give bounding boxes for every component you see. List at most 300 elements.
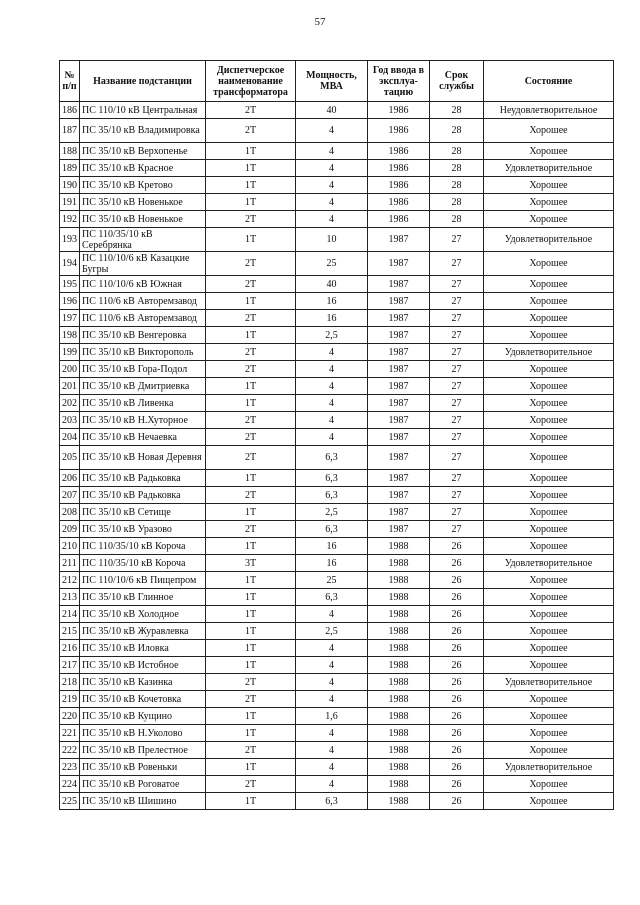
cell-dispatch-name: 1Т: [206, 470, 296, 487]
cell-dispatch-name: 2Т: [206, 742, 296, 759]
cell-dispatch-name: 2Т: [206, 102, 296, 119]
table-row: [60, 589, 614, 606]
cell-state: Хорошее: [484, 487, 614, 504]
cell-name: ПС 35/10 кВ Уразово: [80, 521, 206, 538]
cell-state: Хорошее: [484, 708, 614, 725]
cell-num: 223: [60, 759, 80, 776]
table-row: [60, 211, 614, 228]
table-row: [60, 252, 614, 276]
cell-year: 1988: [368, 657, 430, 674]
cell-name: ПС 110/35/10 кВ Серебрянка: [80, 228, 206, 252]
cell-power: 4: [296, 606, 368, 623]
cell-term: 27: [430, 521, 484, 538]
cell-year: 1986: [368, 177, 430, 194]
cell-state: Хорошее: [484, 276, 614, 293]
cell-num: 197: [60, 310, 80, 327]
cell-name: ПС 110/10 кВ Центральная: [80, 102, 206, 119]
cell-name: ПС 35/10 кВ Казинка: [80, 674, 206, 691]
cell-num: 222: [60, 742, 80, 759]
cell-state: Хорошее: [484, 252, 614, 276]
cell-term: 27: [430, 276, 484, 293]
cell-year: 1988: [368, 691, 430, 708]
cell-power: 6,3: [296, 793, 368, 810]
cell-dispatch-name: 1Т: [206, 194, 296, 211]
cell-name: ПС 35/10 кВ Истобное: [80, 657, 206, 674]
cell-state: Хорошее: [484, 538, 614, 555]
cell-state: Хорошее: [484, 521, 614, 538]
table-row: [60, 276, 614, 293]
cell-power: 6,3: [296, 521, 368, 538]
cell-term: 27: [430, 310, 484, 327]
cell-year: 1987: [368, 521, 430, 538]
cell-dispatch-name: 3Т: [206, 555, 296, 572]
cell-name: ПС 35/10 кВ Новенькое: [80, 211, 206, 228]
cell-state: Хорошее: [484, 177, 614, 194]
cell-term: 27: [430, 252, 484, 276]
cell-year: 1988: [368, 725, 430, 742]
cell-year: 1987: [368, 395, 430, 412]
page-number: 57: [314, 16, 326, 28]
table-row: [60, 742, 614, 759]
cell-term: 28: [430, 177, 484, 194]
cell-state: Хорошее: [484, 623, 614, 640]
cell-year: 1987: [368, 344, 430, 361]
cell-power: 6,3: [296, 446, 368, 470]
cell-state: Удовлетворительное: [484, 160, 614, 177]
cell-num: 216: [60, 640, 80, 657]
cell-year: 1988: [368, 708, 430, 725]
table-row: [60, 793, 614, 810]
cell-num: 202: [60, 395, 80, 412]
table-row: [60, 504, 614, 521]
table-row: [60, 759, 614, 776]
table-row: [60, 177, 614, 194]
cell-term: 26: [430, 623, 484, 640]
header-state: Состояние: [484, 61, 614, 102]
cell-term: 28: [430, 211, 484, 228]
cell-name: ПС 35/10 кВ Ливенка: [80, 395, 206, 412]
cell-power: 2,5: [296, 623, 368, 640]
cell-term: 27: [430, 504, 484, 521]
cell-num: 199: [60, 344, 80, 361]
cell-term: 28: [430, 119, 484, 143]
cell-dispatch-name: 1Т: [206, 327, 296, 344]
cell-num: 186: [60, 102, 80, 119]
table-row: [60, 446, 614, 470]
cell-term: 26: [430, 640, 484, 657]
table-row: [60, 228, 614, 252]
cell-year: 1987: [368, 504, 430, 521]
cell-name: ПС 35/10 кВ Радьковка: [80, 470, 206, 487]
cell-name: ПС 110/10/6 кВ Пищепром: [80, 572, 206, 589]
cell-name: ПС 110/10/6 кВ Южная: [80, 276, 206, 293]
cell-power: 4: [296, 378, 368, 395]
cell-state: Хорошее: [484, 211, 614, 228]
cell-year: 1987: [368, 293, 430, 310]
cell-num: 191: [60, 194, 80, 211]
cell-power: 4: [296, 361, 368, 378]
cell-dispatch-name: 2Т: [206, 674, 296, 691]
cell-num: 209: [60, 521, 80, 538]
cell-term: 27: [430, 327, 484, 344]
cell-year: 1988: [368, 606, 430, 623]
cell-num: 220: [60, 708, 80, 725]
cell-dispatch-name: 2Т: [206, 119, 296, 143]
cell-year: 1988: [368, 674, 430, 691]
table-row: [60, 708, 614, 725]
cell-year: 1987: [368, 487, 430, 504]
cell-dispatch-name: 1Т: [206, 708, 296, 725]
cell-term: 27: [430, 361, 484, 378]
cell-power: 4: [296, 429, 368, 446]
cell-power: 6,3: [296, 589, 368, 606]
cell-power: 16: [296, 555, 368, 572]
cell-dispatch-name: 2Т: [206, 310, 296, 327]
cell-name: ПС 35/10 кВ Радьковка: [80, 487, 206, 504]
cell-term: 28: [430, 143, 484, 160]
cell-power: 4: [296, 160, 368, 177]
cell-term: 27: [430, 429, 484, 446]
cell-dispatch-name: 1Т: [206, 657, 296, 674]
header-dispatch-name: Диспетчерское наименование трансформатора: [206, 61, 296, 102]
table-row: [60, 310, 614, 327]
table-row: [60, 160, 614, 177]
cell-state: Удовлетворительное: [484, 555, 614, 572]
cell-power: 16: [296, 293, 368, 310]
cell-term: 26: [430, 589, 484, 606]
cell-year: 1988: [368, 555, 430, 572]
cell-state: Хорошее: [484, 143, 614, 160]
cell-dispatch-name: 1Т: [206, 143, 296, 160]
table-row: [60, 674, 614, 691]
cell-state: Хорошее: [484, 776, 614, 793]
cell-name: ПС 35/10 кВ Викторополь: [80, 344, 206, 361]
cell-year: 1987: [368, 228, 430, 252]
cell-num: 189: [60, 160, 80, 177]
cell-power: 4: [296, 742, 368, 759]
cell-name: ПС 35/10 кВ Иловка: [80, 640, 206, 657]
cell-power: 4: [296, 657, 368, 674]
header-year: Год ввода в эксплуа-тацию: [368, 61, 430, 102]
header-num: № п/п: [60, 61, 80, 102]
cell-power: 4: [296, 177, 368, 194]
cell-year: 1987: [368, 252, 430, 276]
cell-num: 221: [60, 725, 80, 742]
cell-dispatch-name: 2Т: [206, 429, 296, 446]
cell-term: 28: [430, 194, 484, 211]
cell-num: 188: [60, 143, 80, 160]
cell-num: 193: [60, 228, 80, 252]
cell-num: 203: [60, 412, 80, 429]
cell-term: 26: [430, 708, 484, 725]
cell-num: 201: [60, 378, 80, 395]
cell-name: ПС 35/10 кВ Прелестное: [80, 742, 206, 759]
cell-name: ПС 35/10 кВ Журавлевка: [80, 623, 206, 640]
cell-state: Хорошее: [484, 725, 614, 742]
table-row: [60, 623, 614, 640]
cell-dispatch-name: 1Т: [206, 640, 296, 657]
cell-num: 215: [60, 623, 80, 640]
cell-name: ПС 110/6 кВ Авторемзавод: [80, 310, 206, 327]
table-row: [60, 640, 614, 657]
cell-dispatch-name: 1Т: [206, 228, 296, 252]
cell-name: ПС 35/10 кВ Верхопенье: [80, 143, 206, 160]
cell-dispatch-name: 1Т: [206, 793, 296, 810]
table-row: [60, 344, 614, 361]
cell-term: 26: [430, 759, 484, 776]
cell-state: Удовлетворительное: [484, 759, 614, 776]
table-row: [60, 725, 614, 742]
cell-term: 27: [430, 470, 484, 487]
substations-table: [59, 60, 614, 810]
cell-power: 4: [296, 725, 368, 742]
cell-term: 27: [430, 378, 484, 395]
cell-dispatch-name: 2Т: [206, 211, 296, 228]
cell-year: 1987: [368, 470, 430, 487]
cell-num: 200: [60, 361, 80, 378]
cell-name: ПС 35/10 кВ Нечаевка: [80, 429, 206, 446]
cell-year: 1987: [368, 327, 430, 344]
cell-power: 4: [296, 211, 368, 228]
cell-power: 1,6: [296, 708, 368, 725]
cell-term: 26: [430, 538, 484, 555]
cell-num: 218: [60, 674, 80, 691]
cell-year: 1987: [368, 412, 430, 429]
table-row: [60, 378, 614, 395]
table-row: [60, 327, 614, 344]
cell-year: 1987: [368, 378, 430, 395]
table-header-row: [60, 61, 614, 102]
cell-state: Хорошее: [484, 446, 614, 470]
cell-year: 1988: [368, 589, 430, 606]
cell-year: 1986: [368, 160, 430, 177]
cell-power: 4: [296, 776, 368, 793]
cell-name: ПС 35/10 кВ Гора-Подол: [80, 361, 206, 378]
cell-year: 1987: [368, 361, 430, 378]
table-row: [60, 555, 614, 572]
cell-power: 4: [296, 143, 368, 160]
cell-power: 4: [296, 395, 368, 412]
cell-year: 1987: [368, 276, 430, 293]
cell-num: 198: [60, 327, 80, 344]
cell-year: 1986: [368, 143, 430, 160]
cell-num: 219: [60, 691, 80, 708]
cell-name: ПС 35/10 кВ Дмитриевка: [80, 378, 206, 395]
cell-power: 4: [296, 119, 368, 143]
cell-term: 26: [430, 674, 484, 691]
cell-num: 190: [60, 177, 80, 194]
cell-power: 4: [296, 640, 368, 657]
cell-dispatch-name: 1Т: [206, 538, 296, 555]
table-row: [60, 691, 614, 708]
cell-dispatch-name: 1Т: [206, 293, 296, 310]
table-row: [60, 412, 614, 429]
cell-num: 211: [60, 555, 80, 572]
cell-state: Хорошее: [484, 119, 614, 143]
cell-name: ПС 110/35/10 кВ Короча: [80, 555, 206, 572]
table-row: [60, 395, 614, 412]
cell-term: 26: [430, 657, 484, 674]
table-row: [60, 194, 614, 211]
cell-dispatch-name: 2Т: [206, 361, 296, 378]
cell-year: 1986: [368, 102, 430, 119]
cell-term: 26: [430, 572, 484, 589]
cell-num: 225: [60, 793, 80, 810]
cell-num: 214: [60, 606, 80, 623]
table-row: [60, 470, 614, 487]
cell-year: 1988: [368, 538, 430, 555]
cell-state: Хорошее: [484, 589, 614, 606]
cell-power: 40: [296, 102, 368, 119]
cell-dispatch-name: 2Т: [206, 276, 296, 293]
table-row: [60, 361, 614, 378]
table-row: [60, 572, 614, 589]
cell-dispatch-name: 2Т: [206, 691, 296, 708]
cell-name: ПС 35/10 кВ Кущино: [80, 708, 206, 725]
cell-power: 4: [296, 759, 368, 776]
table-row: [60, 776, 614, 793]
cell-year: 1987: [368, 446, 430, 470]
cell-dispatch-name: 1Т: [206, 589, 296, 606]
table-row: [60, 538, 614, 555]
cell-dispatch-name: 2Т: [206, 344, 296, 361]
cell-state: Хорошее: [484, 395, 614, 412]
cell-state: Хорошее: [484, 504, 614, 521]
cell-dispatch-name: 2Т: [206, 487, 296, 504]
cell-power: 25: [296, 572, 368, 589]
cell-num: 210: [60, 538, 80, 555]
cell-term: 27: [430, 228, 484, 252]
cell-year: 1988: [368, 742, 430, 759]
cell-num: 204: [60, 429, 80, 446]
cell-name: ПС 35/10 кВ Н.Уколово: [80, 725, 206, 742]
cell-term: 26: [430, 606, 484, 623]
cell-state: Хорошее: [484, 657, 614, 674]
cell-dispatch-name: 1Т: [206, 725, 296, 742]
cell-power: 2,5: [296, 504, 368, 521]
cell-name: ПС 110/10/6 кВ Казацкие Бугры: [80, 252, 206, 276]
cell-dispatch-name: 1Т: [206, 504, 296, 521]
cell-state: Хорошее: [484, 429, 614, 446]
cell-state: Неудовлетворительное: [484, 102, 614, 119]
cell-term: 26: [430, 691, 484, 708]
cell-power: 16: [296, 310, 368, 327]
cell-power: 4: [296, 691, 368, 708]
cell-state: Хорошее: [484, 361, 614, 378]
cell-num: 208: [60, 504, 80, 521]
table-row: [60, 119, 614, 143]
cell-power: 25: [296, 252, 368, 276]
cell-power: 6,3: [296, 470, 368, 487]
cell-dispatch-name: 1Т: [206, 378, 296, 395]
cell-year: 1987: [368, 429, 430, 446]
cell-name: ПС 35/10 кВ Владимировка: [80, 119, 206, 143]
cell-name: ПС 35/10 кВ Шишино: [80, 793, 206, 810]
cell-num: 205: [60, 446, 80, 470]
cell-dispatch-name: 1Т: [206, 572, 296, 589]
cell-num: 187: [60, 119, 80, 143]
cell-term: 26: [430, 776, 484, 793]
cell-year: 1988: [368, 776, 430, 793]
cell-power: 4: [296, 344, 368, 361]
cell-year: 1988: [368, 623, 430, 640]
cell-power: 40: [296, 276, 368, 293]
cell-state: Хорошее: [484, 327, 614, 344]
cell-num: 192: [60, 211, 80, 228]
cell-name: ПС 35/10 кВ Новенькое: [80, 194, 206, 211]
cell-state: Хорошее: [484, 640, 614, 657]
cell-state: Удовлетворительное: [484, 228, 614, 252]
cell-power: 4: [296, 194, 368, 211]
cell-term: 27: [430, 395, 484, 412]
cell-term: 26: [430, 555, 484, 572]
cell-state: Хорошее: [484, 793, 614, 810]
cell-year: 1986: [368, 119, 430, 143]
cell-num: 195: [60, 276, 80, 293]
cell-state: Хорошее: [484, 378, 614, 395]
header-power: Мощность, МВА: [296, 61, 368, 102]
cell-num: 217: [60, 657, 80, 674]
cell-state: Хорошее: [484, 412, 614, 429]
cell-state: Хорошее: [484, 691, 614, 708]
cell-term: 27: [430, 487, 484, 504]
table-body: [60, 102, 614, 810]
cell-name: ПС 35/10 кВ Глинное: [80, 589, 206, 606]
cell-power: 4: [296, 412, 368, 429]
cell-dispatch-name: 2Т: [206, 446, 296, 470]
cell-state: Хорошее: [484, 606, 614, 623]
cell-year: 1988: [368, 572, 430, 589]
cell-state: Хорошее: [484, 742, 614, 759]
cell-name: ПС 35/10 кВ Н.Хуторное: [80, 412, 206, 429]
cell-dispatch-name: 1Т: [206, 177, 296, 194]
cell-dispatch-name: 2Т: [206, 776, 296, 793]
cell-year: 1986: [368, 211, 430, 228]
cell-dispatch-name: 1Т: [206, 160, 296, 177]
cell-year: 1988: [368, 759, 430, 776]
cell-num: 224: [60, 776, 80, 793]
cell-term: 28: [430, 160, 484, 177]
cell-term: 27: [430, 446, 484, 470]
cell-power: 2,5: [296, 327, 368, 344]
cell-term: 27: [430, 293, 484, 310]
cell-dispatch-name: 2Т: [206, 521, 296, 538]
cell-term: 27: [430, 412, 484, 429]
cell-term: 27: [430, 344, 484, 361]
table-row: [60, 429, 614, 446]
cell-state: Хорошее: [484, 572, 614, 589]
cell-name: ПС 35/10 кВ Роговатое: [80, 776, 206, 793]
cell-term: 26: [430, 742, 484, 759]
cell-name: ПС 35/10 кВ Кочетовка: [80, 691, 206, 708]
cell-power: 10: [296, 228, 368, 252]
cell-num: 212: [60, 572, 80, 589]
cell-year: 1988: [368, 640, 430, 657]
cell-term: 26: [430, 725, 484, 742]
cell-name: ПС 35/10 кВ Сетище: [80, 504, 206, 521]
table-row: [60, 521, 614, 538]
cell-year: 1986: [368, 194, 430, 211]
cell-num: 206: [60, 470, 80, 487]
cell-name: ПС 110/6 кВ Авторемзавод: [80, 293, 206, 310]
cell-dispatch-name: 2Т: [206, 412, 296, 429]
cell-num: 207: [60, 487, 80, 504]
header-term: Срок службы: [430, 61, 484, 102]
table-row: [60, 606, 614, 623]
cell-power: 6,3: [296, 487, 368, 504]
cell-state: Хорошее: [484, 194, 614, 211]
cell-year: 1988: [368, 793, 430, 810]
